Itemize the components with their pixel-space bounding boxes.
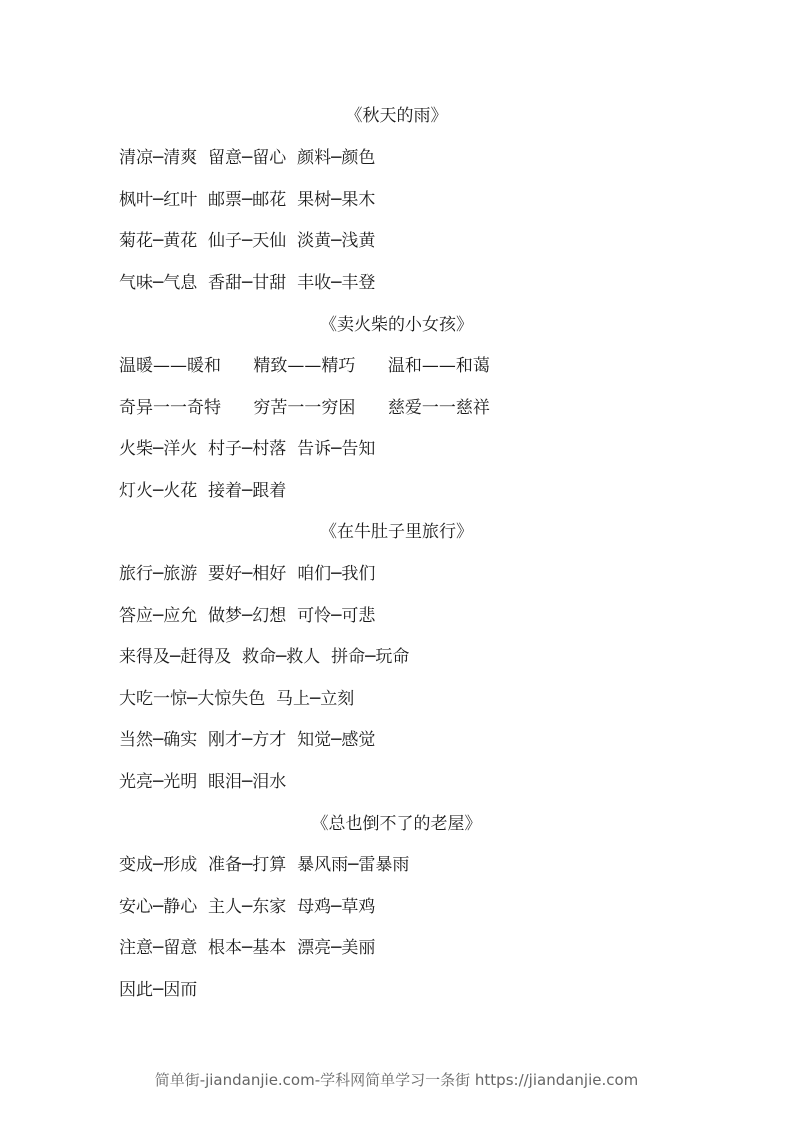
word-pair-line: 火柴─洋火 村子─村落 告诉─告知 — [119, 439, 376, 459]
section-title: 《在牛肚子里旅行》 — [320, 522, 473, 542]
word-pair-line: 光亮─光明 眼泪─泪水 — [119, 772, 287, 792]
word-pair-line: 答应─应允 做梦─幻想 可怜─可悲 — [119, 606, 376, 626]
word-pair-line: 因此─因而 — [119, 980, 198, 1000]
section-title: 《秋天的雨》 — [345, 106, 448, 126]
word-pair-line: 枫叶─红叶 邮票─邮花 果树─果木 — [119, 190, 376, 210]
word-pair-line: 注意─留意 根本─基本 漂亮─美丽 — [119, 938, 376, 958]
word-pair-line: 温暖——暖和 精致——精巧 温和——和蔼 — [119, 356, 490, 376]
word-pair-line: 安心─静心 主人─东家 母鸡─草鸡 — [119, 897, 376, 917]
word-pair-line: 变成─形成 准备─打算 暴风雨─雷暴雨 — [119, 855, 410, 875]
word-pair-line: 旅行─旅游 要好─相好 咱们─我们 — [119, 564, 376, 584]
word-pair-line: 气味─气息 香甜─甘甜 丰收─丰登 — [119, 273, 376, 293]
word-pair-line: 大吃一惊─大惊失色 马上─立刻 — [119, 689, 355, 709]
word-pair-line: 来得及─赶得及 救命─救人 拼命─玩命 — [119, 647, 410, 667]
word-pair-line: 菊花─黄花 仙子─天仙 淡黄─浅黄 — [119, 231, 376, 251]
word-pair-line: 清凉─清爽 留意─留心 颜料─颜色 — [119, 148, 376, 168]
section-title: 《总也倒不了的老屋》 — [311, 814, 482, 834]
word-pair-line: 灯火─火花 接着─跟着 — [119, 481, 287, 501]
word-pair-line: 奇异一一奇特 穷苦一一穷困 慈爱一一慈祥 — [119, 398, 490, 418]
section-title: 《卖火柴的小女孩》 — [320, 315, 473, 335]
page-footer: 简单街-jiandanjie.com-学科网简单学习一条街 https://jiandanjie.com — [154, 1071, 639, 1089]
word-pair-line: 当然─确实 刚才─方才 知觉─感觉 — [119, 730, 376, 750]
